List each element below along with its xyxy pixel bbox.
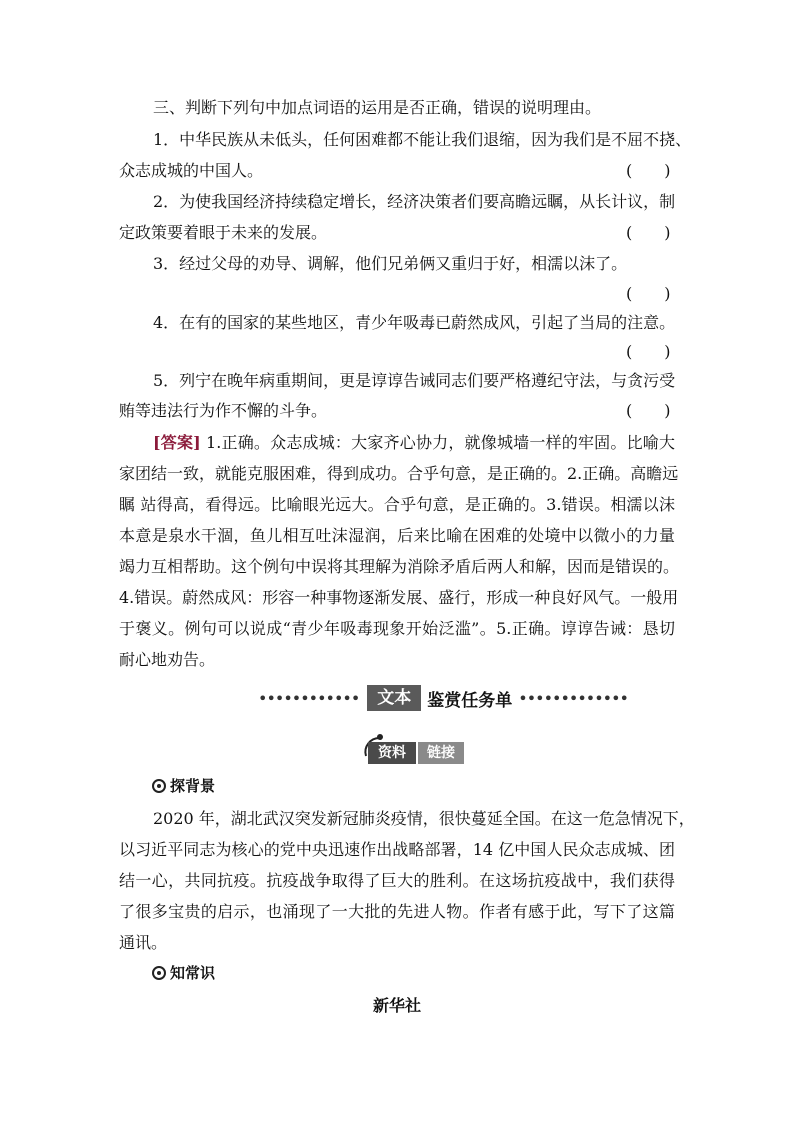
knowledge-subtitle: 新华社 xyxy=(372,996,421,1015)
answer-line-8: 耐心地劝告。 xyxy=(119,650,216,669)
answer-blank-4[interactable]: ( ) xyxy=(626,342,671,361)
answer-blank-5[interactable]: ( ) xyxy=(626,401,671,420)
badge-left-label: 资料 xyxy=(378,745,406,761)
answer-line-4: 本意是泉水干涸，鱼儿相互吐沫湿润，后来比喻在困难的处境中以微小的力量 xyxy=(119,526,675,545)
question-1-line-1: 1．中华民族从未低头，任何困难都不能让我们退缩，因为我们是不屈不挠、 xyxy=(153,130,692,149)
target-icon xyxy=(152,779,166,793)
question-2-line-2: 定政策要着眼于未来的发展。 xyxy=(119,223,328,242)
answer-line-7: 于褒义。例句可以说成“青少年吸毒现象开始泛滥”。5.正确。谆谆告诫：恳切 xyxy=(119,619,675,638)
background-heading-text: 探背景 xyxy=(170,777,216,795)
background-line-2: 以习近平同志为核心的党中央迅速作出战略部署，14 亿中国人民众志成城、团 xyxy=(119,840,675,859)
answer-blank-2[interactable]: ( ) xyxy=(626,223,671,242)
knowledge-heading-text: 知常识 xyxy=(170,964,216,982)
answer-line-5: 竭力互相帮助。这个例句中误将其理解为消除矛盾后两人和解，因而是错误的。 xyxy=(119,557,680,576)
answer-label: [答案] xyxy=(153,433,201,452)
answer-blank-3[interactable]: ( ) xyxy=(626,284,671,303)
section-banner xyxy=(258,684,628,712)
answer-line-6: 4.错误。蔚然成风：形容一种事物逐渐发展、盛行，形成一种良好风气。一般用 xyxy=(119,588,679,607)
question-1-line-2: 众志成城的中国人。 xyxy=(119,161,264,180)
answer-line-1 xyxy=(153,433,675,453)
question-4-line-1: 4．在有的国家的某些地区，青少年吸毒已蔚然成风，引起了当局的注意。 xyxy=(153,313,676,332)
background-line-4: 了很多宝贵的启示，也涌现了一大批的先进人物。作者有感于此，写下了这篇 xyxy=(119,902,675,921)
answer-text-1: 1.正确。众志成城：大家齐心协力，就像城墙一样的牢固。比喻大 xyxy=(206,433,675,452)
banner-title: 鉴赏任务单 xyxy=(427,690,513,711)
background-line-3: 结一心，共同抗疫。抗疫战争取得了巨大的胜利。在这场抗疫战中，我们获得 xyxy=(119,871,675,890)
badge-right-label: 链接 xyxy=(427,745,455,761)
question-5-line-2: 贿等违法行为作不懈的斗争。 xyxy=(119,401,328,420)
background-line-5: 通讯。 xyxy=(119,933,168,952)
banner-dots-left: •••••••••••• xyxy=(258,688,360,708)
question-5-line-1: 5．列宁在晚年病重期间，更是谆谆告诫同志们要严格遵纪守法，与贪污受 xyxy=(153,371,676,390)
question-3-line-1: 3．经过父母的劝导、调解，他们兄弟俩又重归于好，相濡以沫了。 xyxy=(153,254,628,273)
answer-line-2: 家团结一致，就能克服困难，得到成功。合乎句意，是正确的。2.正确。高瞻远 xyxy=(119,464,679,483)
answer-blank-1[interactable]: ( ) xyxy=(626,161,671,180)
knowledge-heading xyxy=(152,963,215,983)
background-line-1: 2020 年，湖北武汉突发新冠肺炎疫情，很快蔓延全国。在这一危急情况下， xyxy=(153,809,695,828)
section-title: 三、判断下列句中加点词语的运用是否正确，错误的说明理由。 xyxy=(153,98,602,117)
resource-link-badge xyxy=(358,730,466,766)
background-heading xyxy=(152,776,215,796)
question-2-line-1: 2．为使我国经济持续稳定增长，经济决策者们要高瞻远瞩，从长计议，制 xyxy=(153,192,676,211)
answer-line-3: 瞩 站得高，看得远。比喻眼光远大。合乎句意，是正确的。3.错误。相濡以沫 xyxy=(119,495,675,514)
banner-box-label: 文本 xyxy=(367,685,421,711)
banner-dots-right: ••••••••••••• xyxy=(518,688,628,708)
target-icon xyxy=(152,966,166,980)
